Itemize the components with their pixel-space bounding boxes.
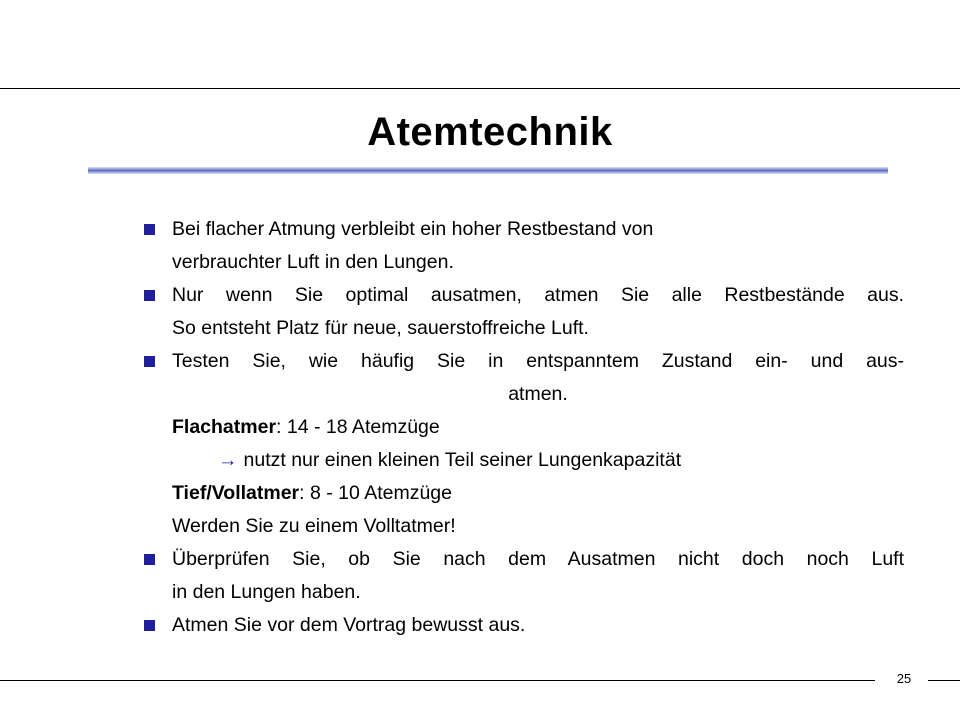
bullet-text-line: atmen. <box>508 383 568 405</box>
right-arrow-icon: → <box>218 449 238 471</box>
top-divider <box>0 88 960 89</box>
footer-divider-right <box>928 680 960 681</box>
page-number: 25 <box>896 671 912 686</box>
bullet-text-line: So entsteht Platz für neue, sauerstoffreiche Luft. <box>172 317 589 339</box>
bullet-item-optimal-ausatmen <box>140 279 904 345</box>
square-bullet-icon <box>144 554 155 565</box>
bullet-item-ueberpruefen <box>140 543 904 609</box>
square-bullet-icon <box>144 356 155 367</box>
square-bullet-icon <box>144 290 155 301</box>
tiefatmer-line <box>172 477 904 510</box>
bullet-text-line: Atmen Sie vor dem Vortrag bewusst aus. <box>172 614 526 636</box>
slide-title: Atemtechnik <box>367 110 613 154</box>
square-bullet-icon <box>144 620 155 631</box>
bullet-item-ausatmen-vortrag <box>140 609 904 642</box>
bullet-text-line: Bei flacher Atmung verbleibt ein hoher Restbestand von <box>172 218 654 240</box>
square-bullet-icon <box>144 224 155 235</box>
bullet-list <box>140 213 904 642</box>
bullet-item-flache-atmung <box>140 213 904 279</box>
arrow-note-text: nutzt nur einen kleinen Teil seiner Lungenkapazität <box>243 449 682 471</box>
flachatmer-label: Flachatmer <box>172 416 277 438</box>
flachatmer-value: : 14 - 18 Atemzüge <box>276 416 440 438</box>
bullet-text-line: Überprüfen Sie, ob Sie nach dem Ausatmen nicht doch noch Luft <box>172 548 904 570</box>
footer-divider-left <box>0 680 875 681</box>
bullet-text-line: Nur wenn Sie optimal ausatmen, atmen Sie alle Restbestände aus. <box>172 284 904 306</box>
closing-line: Werden Sie zu einem Volltatmer! <box>172 515 456 537</box>
tiefatmer-label: Tief/Vollatmer <box>172 482 300 504</box>
title-underline-bar <box>88 167 888 174</box>
tiefatmer-value: : 8 - 10 Atemzüge <box>299 482 452 504</box>
bullet-text-line: Testen Sie, wie häufig Sie in entspanntem Zustand ein- und aus- <box>172 350 904 372</box>
bullet-item-testen <box>140 345 904 543</box>
arrow-note-line <box>172 444 904 477</box>
bullet-text-line: verbrauchter Luft in den Lungen. <box>172 251 454 273</box>
flachatmer-line <box>172 411 904 444</box>
bullet-text-line: in den Lungen haben. <box>172 581 361 603</box>
